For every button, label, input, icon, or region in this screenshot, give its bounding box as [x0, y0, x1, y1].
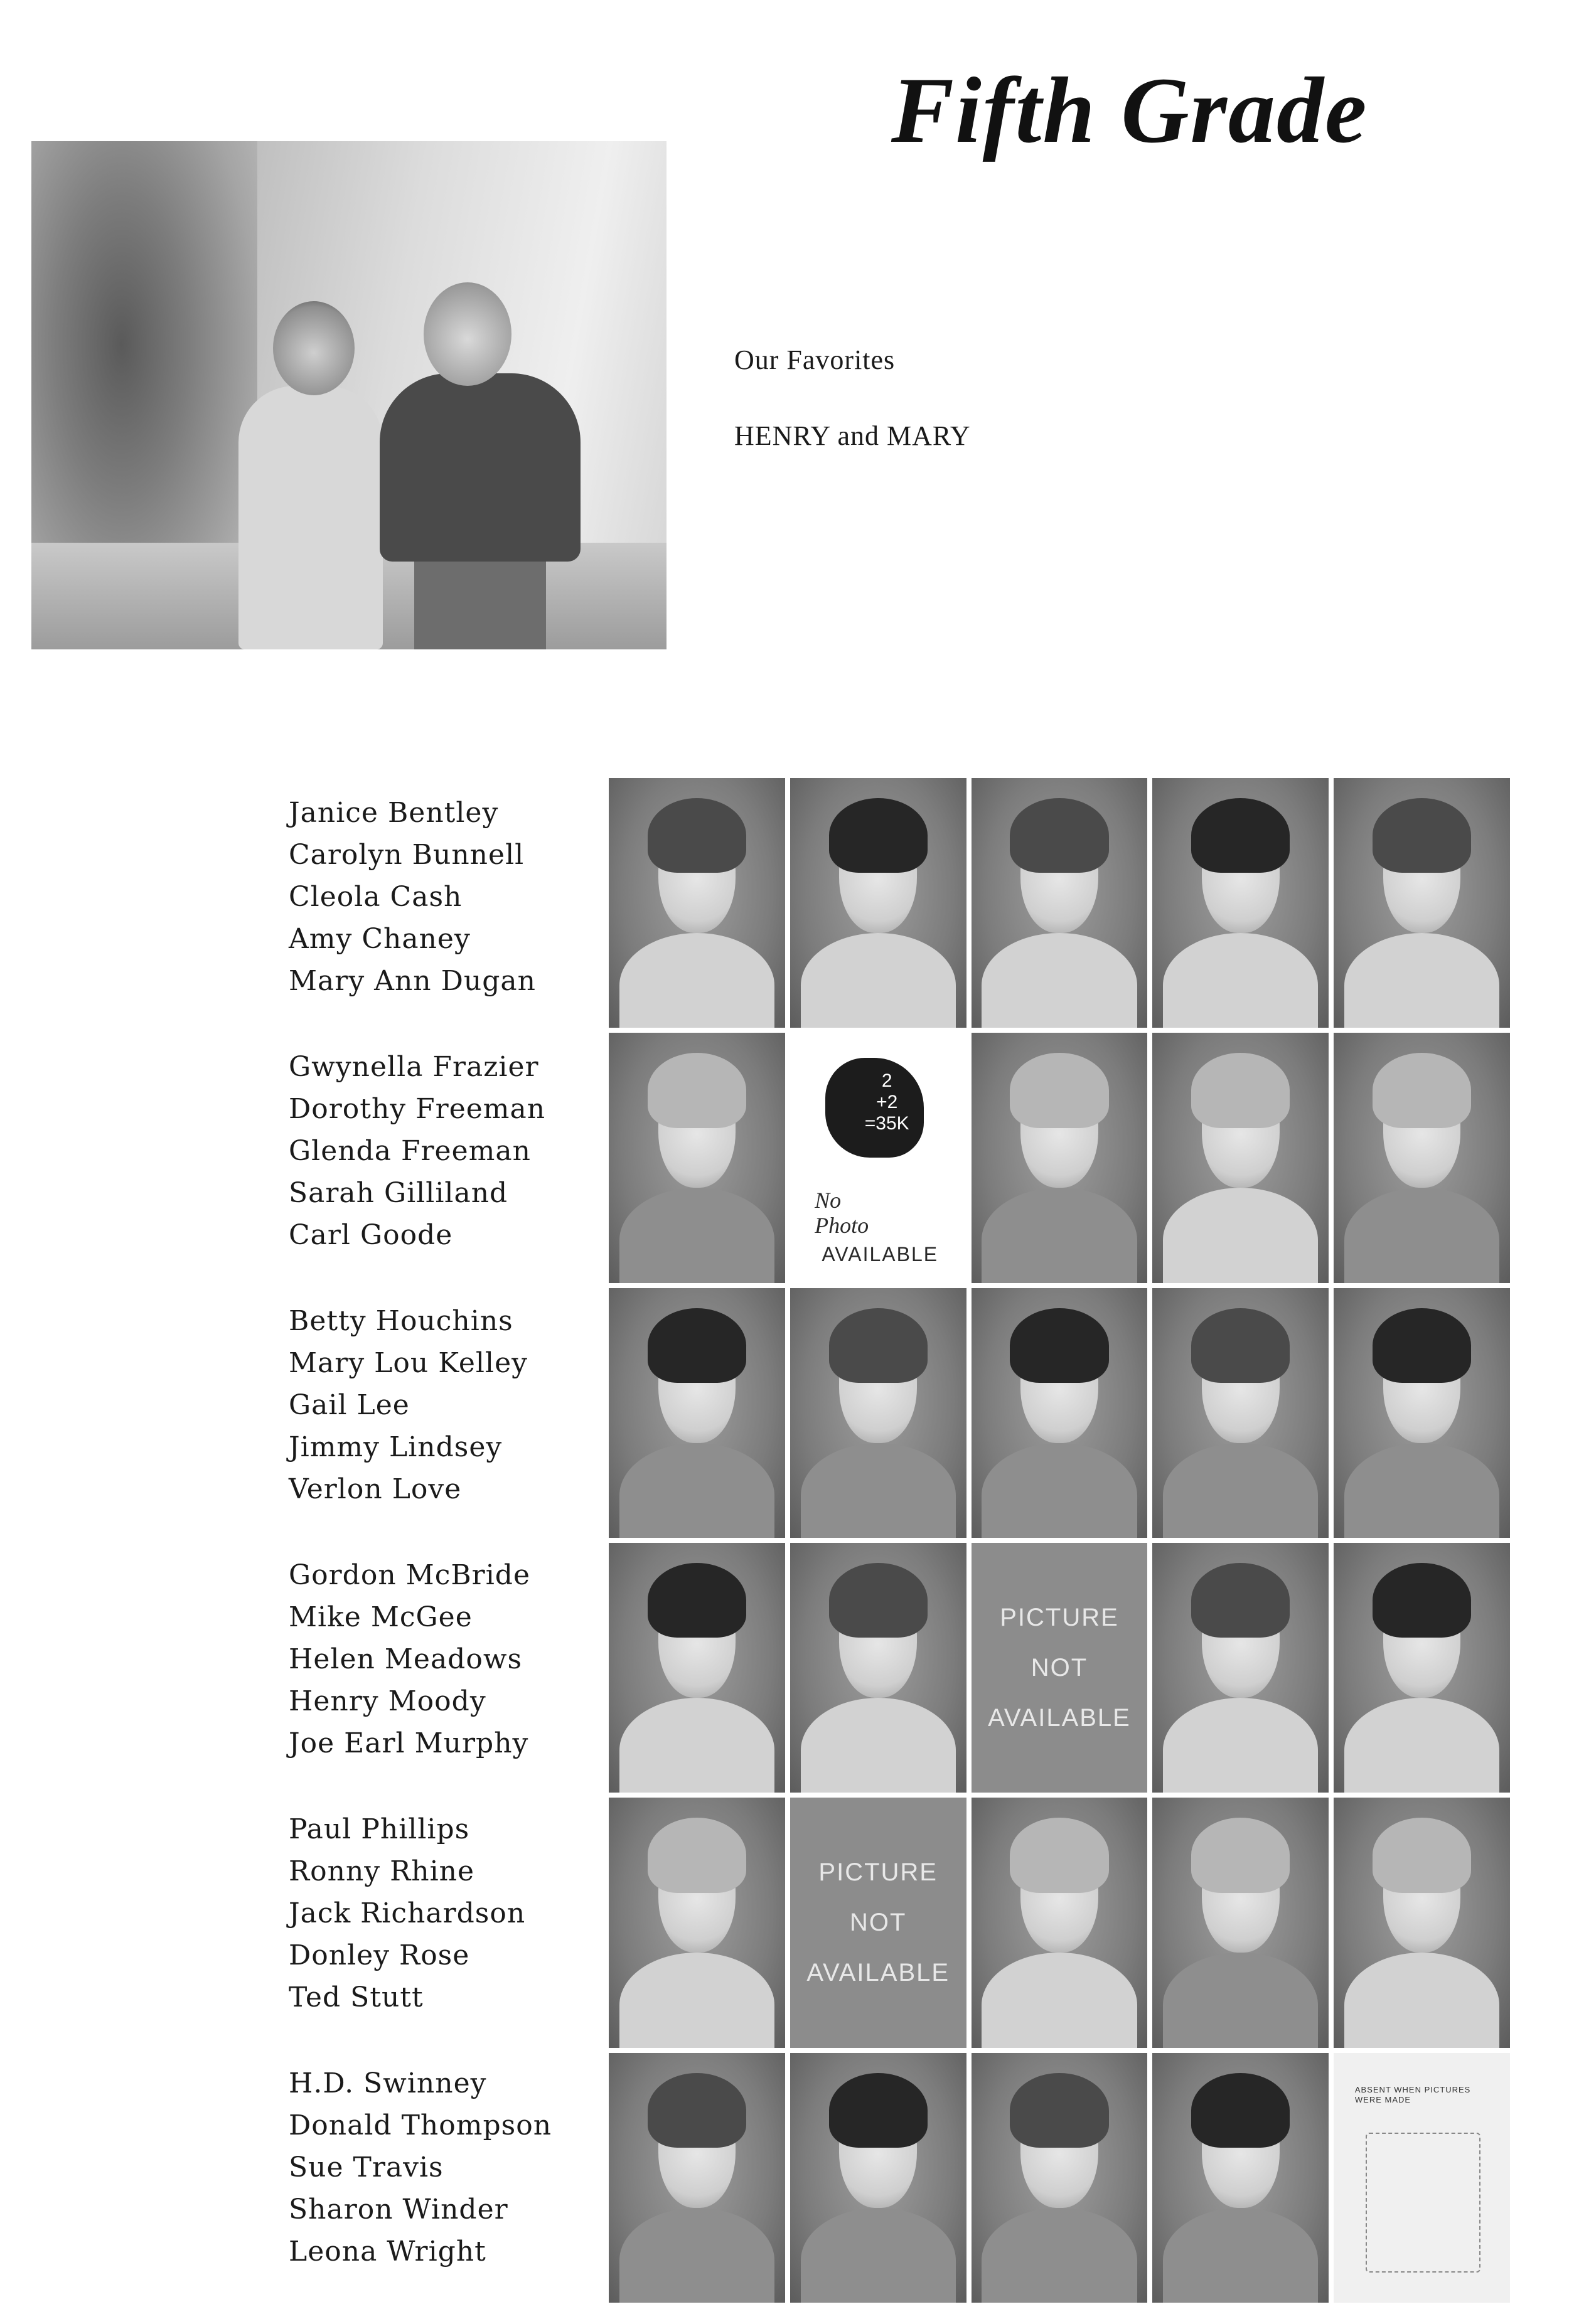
student-name: Ted Stutt	[289, 1981, 424, 2013]
portrait-shoulders	[1163, 1698, 1318, 1793]
student-portrait	[972, 2053, 1148, 2303]
placeholder-text: PICTURE	[1000, 1604, 1119, 1632]
student-name: Paul Phillips	[289, 1813, 470, 1845]
student-name: Leona Wright	[289, 2236, 486, 2268]
student-portrait	[1152, 1033, 1329, 1282]
portrait-shoulders	[1163, 2208, 1318, 2303]
student-name: Carolyn Bunnell	[289, 839, 525, 871]
name-group	[289, 1046, 602, 1300]
picture-not-available-placeholder	[790, 1798, 966, 2047]
portrait-hair	[648, 1053, 746, 1127]
student-name: Glenda Freeman	[289, 1135, 531, 1167]
student-name: Gail Lee	[289, 1389, 410, 1421]
portrait-hair	[829, 798, 928, 873]
portrait-hair	[1191, 798, 1290, 873]
blackboard-math	[860, 1070, 913, 1134]
student-portrait	[1334, 778, 1510, 1028]
name-group	[289, 1808, 602, 2062]
student-name: Janice Bentley	[289, 797, 499, 829]
portrait-shoulders	[982, 1443, 1137, 1538]
student-portrait	[972, 1798, 1148, 2047]
student-name: Sue Travis	[289, 2151, 444, 2183]
boy-head	[424, 282, 511, 386]
portrait-hair	[1373, 798, 1471, 873]
student-name: Ronny Rhine	[289, 1855, 475, 1887]
portrait-shoulders	[801, 1698, 956, 1793]
student-portrait	[609, 1033, 785, 1282]
student-name: Joe Earl Murphy	[289, 1727, 529, 1759]
portrait-hair	[1010, 1818, 1108, 1892]
no-photo-handwriting	[815, 1188, 938, 1238]
portrait-shoulders	[982, 1188, 1137, 1282]
girl-head	[273, 301, 355, 395]
student-portrait	[790, 2053, 966, 2303]
portrait-shoulders	[619, 1953, 774, 2047]
student-portrait	[609, 1288, 785, 1538]
student-name: H.D. Swinney	[289, 2067, 487, 2099]
placeholder-text: AVAILABLE	[988, 1704, 1131, 1732]
student-portrait	[1334, 1033, 1510, 1282]
favorites-label: Our Favorites	[734, 344, 896, 375]
favorites-photo	[31, 141, 667, 649]
student-portrait	[1152, 2053, 1329, 2303]
portrait-hair	[1191, 1563, 1290, 1638]
student-name: Amy Chaney	[289, 923, 471, 955]
student-portrait	[1334, 1543, 1510, 1793]
boy-figure	[380, 373, 581, 562]
student-portrait	[609, 1798, 785, 2047]
student-portrait	[609, 2053, 785, 2303]
picture-not-available-placeholder	[972, 1543, 1148, 1793]
placeholder-text: NOT	[1031, 1654, 1088, 1682]
portrait-shoulders	[982, 933, 1137, 1028]
student-portrait	[790, 1288, 966, 1538]
student-portrait	[1152, 778, 1329, 1028]
portrait-hair	[1191, 1053, 1290, 1127]
page-title: Fifth Grade	[891, 58, 1368, 163]
placeholder-text: AVAILABLE	[806, 1959, 950, 1987]
student-name: Sarah Gilliland	[289, 1177, 508, 1209]
student-name: Jimmy Lindsey	[289, 1431, 503, 1463]
portrait-hair	[829, 2073, 928, 2148]
student-name: Mike McGee	[289, 1601, 473, 1633]
student-portrait	[972, 1033, 1148, 1282]
portrait-hair	[1373, 1053, 1471, 1127]
portrait-hair	[1373, 1818, 1471, 1892]
portrait-hair	[648, 2073, 746, 2148]
absent-sketch-icon	[1366, 2133, 1481, 2273]
student-name: Donley Rose	[289, 1939, 470, 1971]
portrait-shoulders	[619, 1188, 774, 1282]
portrait-hair	[1191, 2073, 1290, 2148]
portrait-shoulders	[801, 933, 956, 1028]
portrait-hair	[1010, 1308, 1108, 1383]
student-name: Helen Meadows	[289, 1643, 523, 1675]
portrait-hair	[1010, 2073, 1108, 2148]
absent-placeholder	[1334, 2053, 1510, 2303]
portrait-hair	[1373, 1308, 1471, 1383]
student-name: Mary Ann Dugan	[289, 965, 536, 997]
student-name: Gordon McBride	[289, 1559, 530, 1591]
portrait-hair	[1010, 798, 1108, 873]
absent-text: ABSENT WHEN PICTURES WERE MADE	[1354, 2085, 1471, 2105]
handwritten-line: Photo	[815, 1213, 869, 1239]
portrait-shoulders	[619, 2208, 774, 2303]
portrait-hair	[648, 1818, 746, 1892]
student-portrait	[1152, 1798, 1329, 2047]
student-name: Donald Thompson	[289, 2109, 552, 2141]
boy-legs	[414, 555, 546, 649]
placeholder-text: PICTURE	[818, 1858, 938, 1887]
portrait-shoulders	[1344, 933, 1499, 1028]
portrait-shoulders	[1344, 1443, 1499, 1538]
student-portrait	[609, 778, 785, 1028]
portrait-shoulders	[801, 2208, 956, 2303]
portrait-hair	[829, 1563, 928, 1638]
name-group	[289, 1554, 602, 1808]
student-name: Cleola Cash	[289, 881, 463, 913]
portrait-hair	[1373, 1563, 1471, 1638]
portrait-shoulders	[1344, 1953, 1499, 2047]
student-portrait	[1152, 1288, 1329, 1538]
portrait-shoulders	[619, 1698, 774, 1793]
portrait-grid	[609, 778, 1510, 2303]
girl-figure	[238, 386, 383, 649]
portrait-hair	[648, 1308, 746, 1383]
name-group	[289, 792, 602, 1046]
math-line: =35K	[864, 1113, 909, 1134]
student-name: Henry Moody	[289, 1685, 486, 1717]
portrait-shoulders	[982, 2208, 1137, 2303]
portrait-shoulders	[1163, 1188, 1318, 1282]
student-name: Verlon Love	[289, 1473, 462, 1505]
favorites-names: HENRY and MARY	[734, 420, 971, 451]
student-names-column	[289, 792, 602, 2316]
favorites-caption	[734, 344, 971, 496]
portrait-hair	[829, 1308, 928, 1383]
portrait-shoulders	[619, 1443, 774, 1538]
portrait-shoulders	[1163, 1953, 1318, 2047]
student-name: Betty Houchins	[289, 1305, 513, 1337]
handwritten-line: No	[815, 1188, 842, 1213]
student-portrait	[1152, 1543, 1329, 1793]
portrait-hair	[648, 1563, 746, 1638]
portrait-shoulders	[619, 933, 774, 1028]
student-portrait	[790, 778, 966, 1028]
student-portrait	[1334, 1288, 1510, 1538]
student-portrait	[609, 1543, 785, 1793]
student-name: Jack Richardson	[289, 1897, 526, 1929]
math-line: +2	[876, 1092, 898, 1113]
portrait-shoulders	[1344, 1188, 1499, 1282]
student-name: Dorothy Freeman	[289, 1093, 546, 1125]
portrait-hair	[1191, 1818, 1290, 1892]
name-group	[289, 1300, 602, 1554]
portrait-shoulders	[1163, 1443, 1318, 1538]
no-photo-placeholder	[790, 1033, 966, 1282]
student-portrait	[790, 1543, 966, 1793]
portrait-shoulders	[801, 1443, 956, 1538]
name-group	[289, 2062, 602, 2316]
no-photo-available-text: AVAILABLE	[822, 1242, 939, 1266]
student-portrait	[1334, 1798, 1510, 2047]
portrait-shoulders	[1163, 933, 1318, 1028]
portrait-hair	[1010, 1053, 1108, 1127]
student-name: Mary Lou Kelley	[289, 1347, 528, 1379]
student-name: Gwynella Frazier	[289, 1051, 539, 1083]
student-portrait	[972, 1288, 1148, 1538]
student-portrait	[972, 778, 1148, 1028]
portrait-hair	[648, 798, 746, 873]
portrait-shoulders	[1344, 1698, 1499, 1793]
portrait-hair	[1191, 1308, 1290, 1383]
placeholder-text: NOT	[849, 1909, 907, 1937]
student-name: Carl Goode	[289, 1219, 453, 1251]
portrait-shoulders	[982, 1953, 1137, 2047]
math-line: 2	[881, 1070, 892, 1092]
student-name: Sharon Winder	[289, 2193, 508, 2225]
